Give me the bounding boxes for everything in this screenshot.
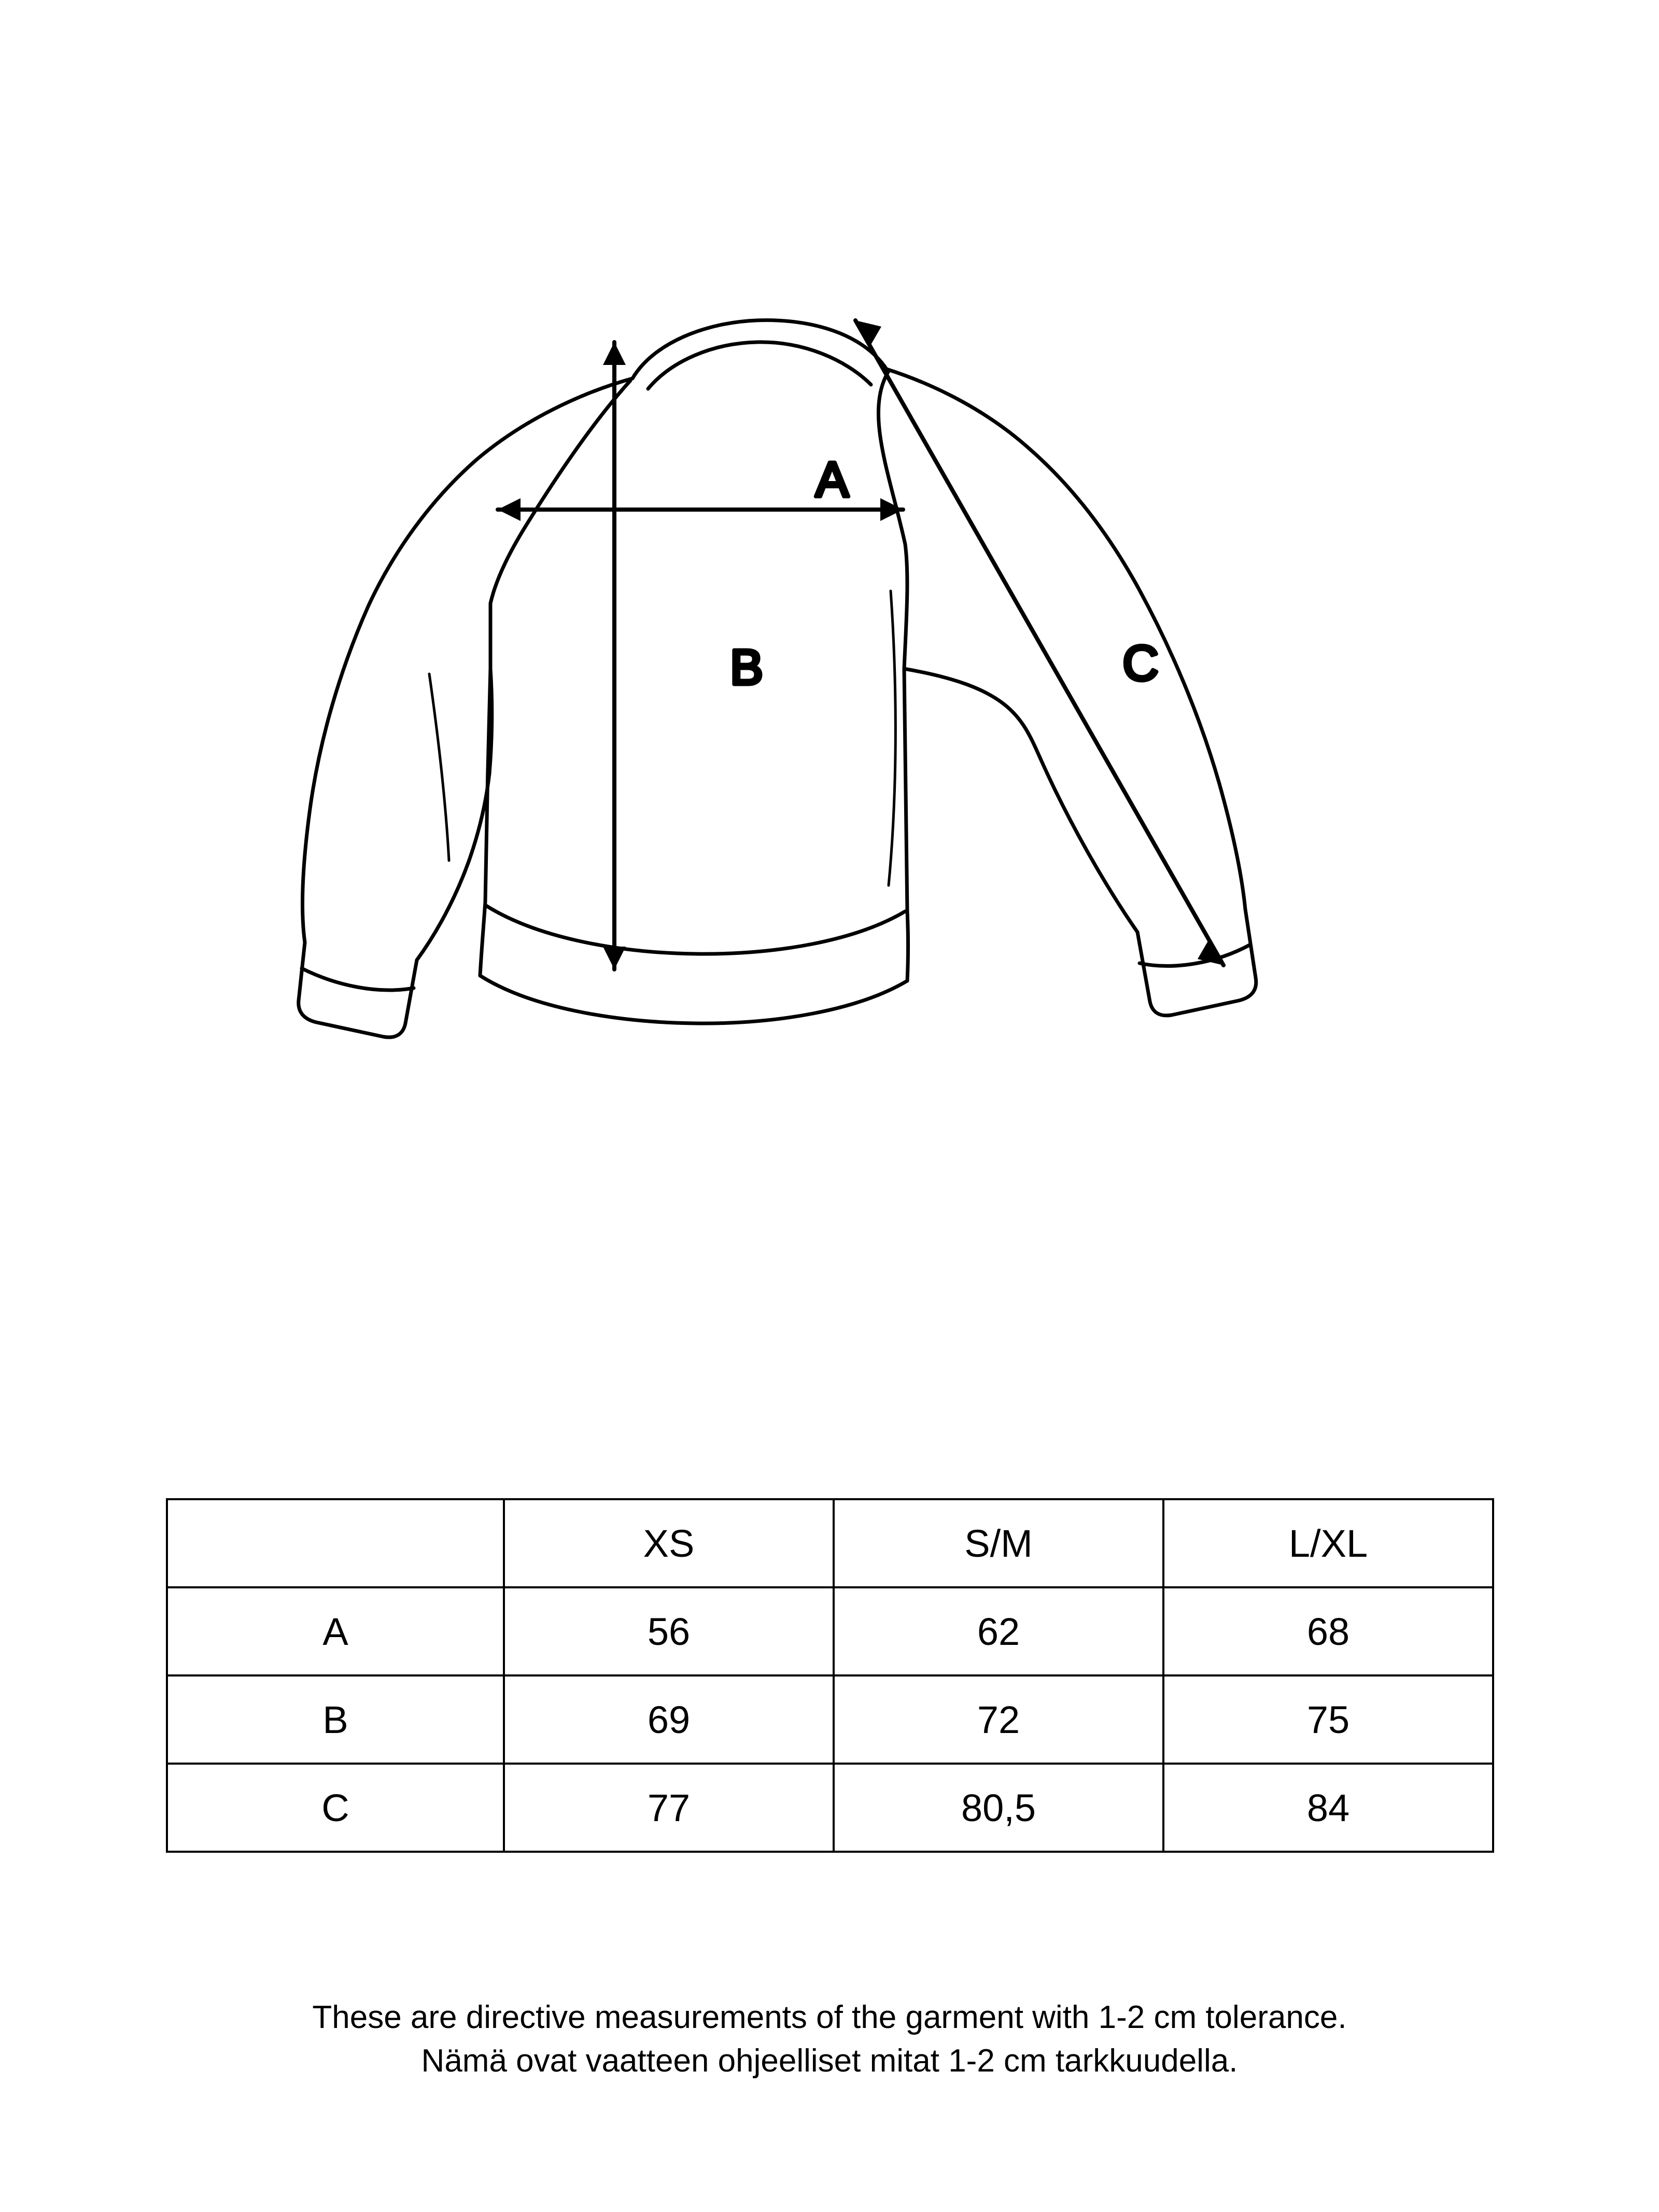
- cell-c-xs: 77: [504, 1764, 834, 1852]
- cell-a-sm: 62: [834, 1587, 1163, 1675]
- hem-top-seam: [485, 905, 905, 954]
- cell-c-sm: 80,5: [834, 1764, 1163, 1852]
- cell-a-xs: 56: [504, 1587, 834, 1675]
- table-column-header-sm: S/M: [834, 1499, 1163, 1587]
- measurements-table: [166, 1498, 1494, 1853]
- right-sleeve-outer: [1135, 583, 1245, 909]
- cell-b-lxl: 75: [1163, 1675, 1493, 1764]
- measure-a-label: A: [815, 452, 849, 508]
- cell-c-lxl: 84: [1163, 1764, 1493, 1852]
- table-column-header-xs: XS: [504, 1499, 834, 1587]
- right-hem-edge: [907, 911, 908, 981]
- cell-a-lxl: 68: [1163, 1587, 1493, 1675]
- left-raglan-seam: [490, 381, 630, 603]
- sweatshirt-drawing: [290, 311, 1369, 1275]
- table-row: [167, 1764, 1493, 1852]
- measure-c-label: C: [1122, 636, 1159, 691]
- cell-b-sm: 72: [834, 1675, 1163, 1764]
- table-corner-cell: [167, 1499, 504, 1587]
- right-body-side: [904, 669, 907, 911]
- right-sleeve-inner: [904, 669, 1137, 932]
- measure-b-label: B: [729, 640, 764, 695]
- row-label-a: A: [167, 1587, 504, 1675]
- cell-b-xs: 69: [504, 1675, 834, 1764]
- left-cuff-seam: [302, 968, 414, 990]
- left-sleeve-fold: [429, 674, 449, 861]
- neckline-inner: [648, 342, 871, 389]
- left-sleeve-outer: [302, 607, 368, 942]
- measure-c-arrow: [855, 320, 1224, 965]
- table-header-row: [167, 1499, 1493, 1587]
- measure-b-arrow: [603, 342, 626, 969]
- row-label-b: B: [167, 1675, 504, 1764]
- left-sleeve-inner: [417, 773, 489, 960]
- footnote: [0, 1996, 1659, 2082]
- row-label-c: C: [167, 1764, 504, 1852]
- table-column-header-lxl: L/XL: [1163, 1499, 1493, 1587]
- hem-bottom: [480, 976, 907, 1023]
- table-row: [167, 1587, 1493, 1675]
- garment-illustration: [290, 311, 1369, 1275]
- left-hem-edge: [480, 902, 485, 976]
- footnote-line-fi: Nämä ovat vaatteen ohjeelliset mitat 1-2 cm tarkkuudella.: [421, 2042, 1238, 2079]
- right-cuff-seam: [1140, 945, 1250, 966]
- right-shoulder-seam: [887, 369, 1135, 583]
- footnote-line-en: These are directive measurements of the garment with 1-2 cm tolerance.: [312, 1999, 1347, 2035]
- right-body-fold: [889, 591, 895, 885]
- table-row: [167, 1675, 1493, 1764]
